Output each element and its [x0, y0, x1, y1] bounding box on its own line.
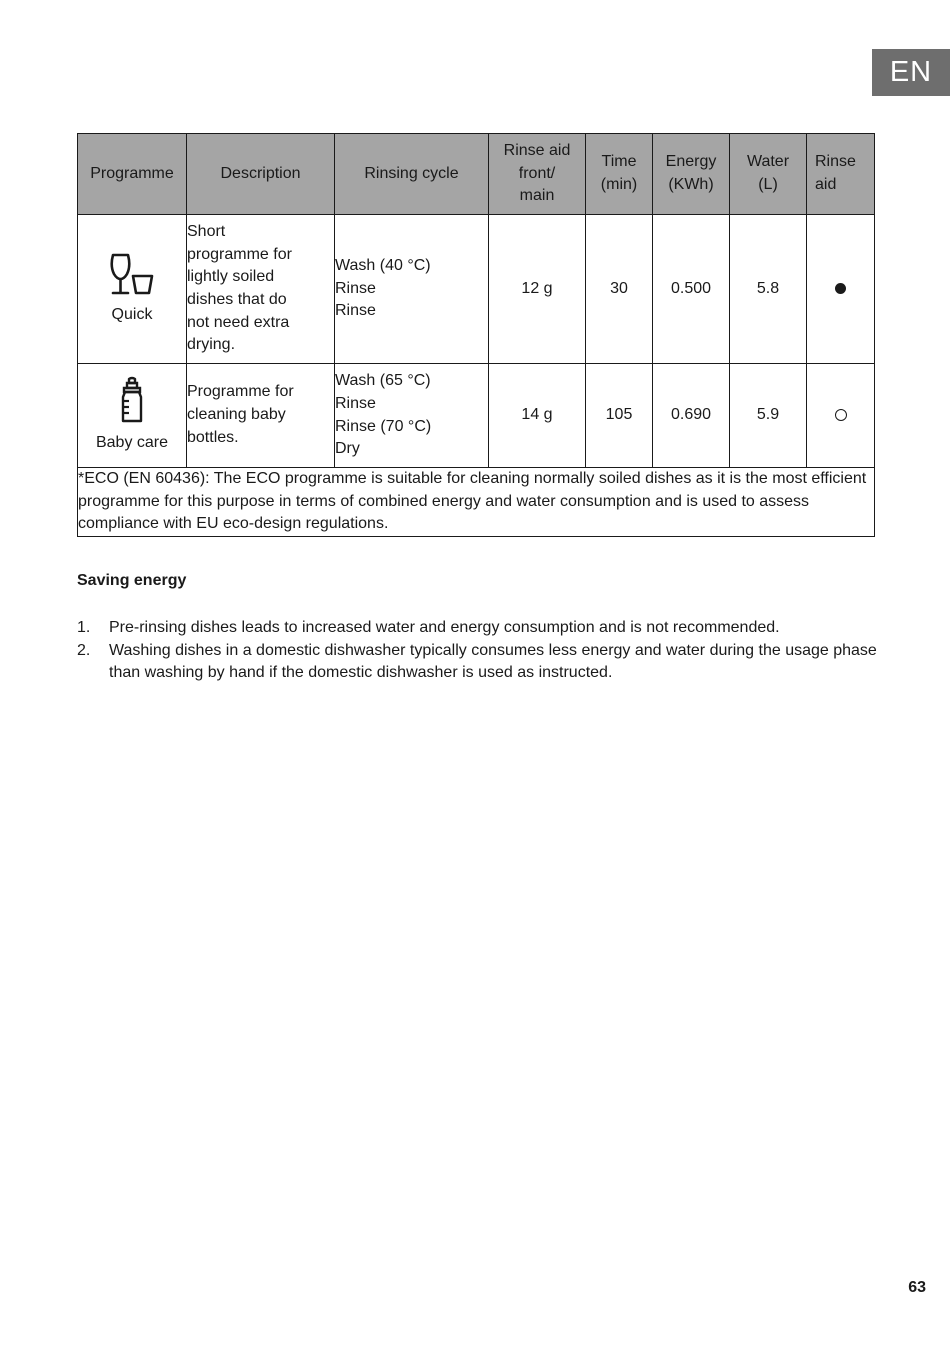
list-number: 2.	[77, 641, 91, 659]
description-line: Programme for	[187, 383, 294, 401]
cycle-step: Rinse (70 °C)	[335, 417, 432, 435]
time-cell: 30	[586, 215, 653, 364]
cycle-step: Rinse	[335, 302, 376, 320]
cycle-step: Wash (65 °C)	[335, 372, 431, 390]
water-cell: 5.9	[730, 364, 807, 468]
header-line: (KWh)	[668, 176, 714, 193]
eco-note: *ECO (EN 60436): The ECO programme is suitable for cleaning normally soiled dishes as it is the most efficient programme for this purpose in terms of combined energy and water consumption and is used to assess compliance with EU eco-design regulations.	[78, 468, 875, 537]
water-cell: 5.8	[730, 215, 807, 364]
list-number: 1.	[77, 619, 91, 636]
time-cell: 105	[586, 364, 653, 468]
list-text: Washing dishes in a domestic dishwasher typically consumes less energy and water during the usage phase than washing by hand if the domestic dishwasher is used as instructed.	[109, 641, 877, 682]
filled-dot-icon	[835, 283, 846, 294]
programme-name: Baby care	[95, 434, 169, 452]
header-line: Rinse aid	[503, 141, 571, 159]
header-rinsing-cycle: Rinsing cycle	[335, 134, 489, 215]
empty-dot-icon	[835, 409, 847, 421]
table-header-row	[78, 134, 875, 215]
saving-energy-list	[77, 617, 877, 685]
description-line: cleaning baby	[187, 406, 286, 424]
energy-cell: 0.690	[653, 364, 730, 468]
description-line: programme for	[187, 245, 292, 263]
description-line: Short	[187, 222, 226, 240]
table-row	[78, 215, 875, 364]
language-tab: EN	[872, 49, 950, 96]
rinsing-cycle-cell	[335, 215, 489, 364]
page-number: 63	[908, 1279, 926, 1296]
header-rinse-aid-front-main	[489, 134, 586, 215]
description-line: dishes that do	[187, 291, 287, 308]
header-line: Time	[601, 153, 637, 171]
saving-energy-heading: Saving energy	[77, 572, 187, 589]
energy-cell: 0.500	[653, 215, 730, 364]
glass-and-cup-icon	[107, 252, 157, 298]
cycle-step: Rinse	[335, 394, 376, 412]
programme-cell	[78, 364, 187, 468]
header-line: main	[519, 187, 555, 205]
header-line: (L)	[758, 176, 778, 193]
header-line: (min)	[600, 176, 638, 193]
list-item	[77, 617, 877, 640]
description-cell	[187, 364, 335, 468]
description-line: lightly soiled	[187, 268, 275, 286]
header-line: Rinse	[815, 153, 856, 171]
rinse-aid-cell	[807, 215, 875, 364]
list-item	[77, 640, 877, 685]
description-line: bottles.	[187, 428, 239, 446]
rinse-aid-cell	[807, 364, 875, 468]
header-rinse-aid	[807, 134, 875, 215]
header-line: Energy	[665, 153, 717, 171]
rinsing-cycle-cell	[335, 364, 489, 468]
header-programme: Programme	[78, 134, 187, 215]
cycle-step: Dry	[335, 440, 360, 458]
header-line: front/	[518, 164, 556, 182]
header-line: Water	[746, 153, 790, 171]
programme-table	[77, 133, 875, 537]
header-time	[586, 134, 653, 215]
rinse-aid-amount-cell: 14 g	[489, 364, 586, 468]
cycle-step: Wash (40 °C)	[335, 256, 431, 274]
header-water	[730, 134, 807, 215]
table-note-row	[78, 468, 875, 537]
list-text: Pre-rinsing dishes leads to increased water and energy consumption and is not recommended.	[109, 619, 780, 636]
header-description: Description	[187, 134, 335, 215]
description-line: drying.	[187, 336, 236, 354]
programme-name: Quick	[111, 305, 153, 323]
baby-bottle-icon	[115, 376, 149, 424]
table-row	[78, 364, 875, 468]
header-line: aid	[815, 176, 837, 193]
description-cell	[187, 215, 335, 364]
rinse-aid-amount-cell: 12 g	[489, 215, 586, 364]
header-energy	[653, 134, 730, 215]
cycle-step: Rinse	[335, 279, 376, 297]
programme-cell	[78, 215, 187, 364]
description-line: not need extra	[187, 313, 290, 331]
